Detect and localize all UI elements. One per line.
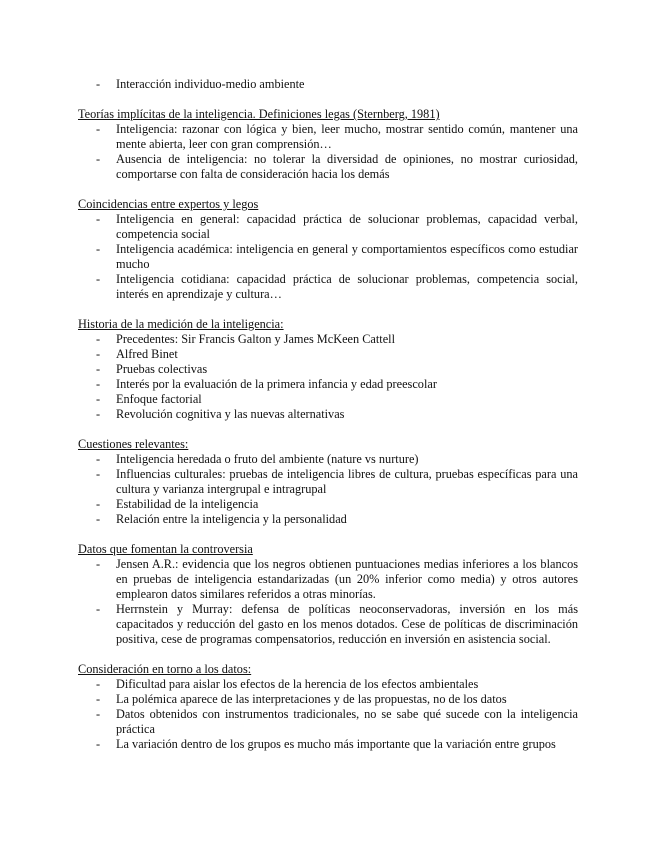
list-item-text: Enfoque factorial	[116, 392, 202, 406]
list-item-text: Influencias culturales: pruebas de inteligencia libres de cultura, pruebas específicas para una cultura y varianza intergrupal e intragrupal	[116, 467, 578, 496]
list-item-text: Inteligencia heredada o fruto del ambiente (nature vs nurture)	[116, 452, 419, 466]
list-item	[78, 77, 578, 92]
document-body	[78, 77, 578, 767]
section	[78, 107, 578, 182]
section	[78, 437, 578, 527]
bullet-list	[78, 452, 578, 527]
list-item	[78, 512, 578, 527]
list-item	[78, 152, 578, 182]
list-item-text: Inteligencia cotidiana: capacidad práctica de solucionar problemas, competencia social, interés en aprendizaje y cultura…	[116, 272, 578, 301]
list-item-text: Inteligencia académica: inteligencia en general y comportamientos específicos como estudiar mucho	[116, 242, 578, 271]
list-item-text: Estabilidad de la inteligencia	[116, 497, 259, 511]
list-item	[78, 362, 578, 377]
list-item	[78, 707, 578, 737]
list-item	[78, 467, 578, 497]
list-item-text: Relación entre la inteligencia y la personalidad	[116, 512, 347, 526]
list-item	[78, 452, 578, 467]
list-item	[78, 392, 578, 407]
list-item	[78, 557, 578, 602]
dash-bullet-icon: -	[96, 707, 101, 721]
list-item-text: Precedentes: Sir Francis Galton y James McKeen Cattell	[116, 332, 395, 346]
dash-bullet-icon: -	[96, 347, 101, 361]
list-item-text: Pruebas colectivas	[116, 362, 208, 376]
list-item	[78, 332, 578, 347]
dash-bullet-icon: -	[96, 557, 101, 571]
dash-bullet-icon: -	[96, 407, 101, 421]
dash-bullet-icon: -	[96, 467, 101, 481]
dash-bullet-icon: -	[96, 452, 101, 466]
dash-bullet-icon: -	[96, 152, 101, 166]
list-item-text: Herrnstein y Murray: defensa de políticas neoconservadoras, inversión en los más capacitados y reducción del gasto en los menos dotados. Cese de políticas de discriminación positiva, cese de programas compensatorios, reducción en inversión en asistencia social.	[116, 602, 578, 646]
section	[78, 542, 578, 647]
list-item-text: Ausencia de inteligencia: no tolerar la diversidad de opiniones, no mostrar curiosidad, comportarse con falta de consideración hacia los demás	[116, 152, 578, 181]
list-item	[78, 212, 578, 242]
dash-bullet-icon: -	[96, 692, 101, 706]
list-item	[78, 677, 578, 692]
section-heading: Teorías implícitas de la inteligencia. Definiciones legas (Sternberg, 1981)	[78, 107, 440, 121]
list-item-text: Interés por la evaluación de la primera infancia y edad preescolar	[116, 377, 437, 391]
list-item-text: Revolución cognitiva y las nuevas alternativas	[116, 407, 345, 421]
dash-bullet-icon: -	[96, 737, 101, 751]
dash-bullet-icon: -	[96, 212, 101, 226]
section-heading: Consideración en torno a los datos:	[78, 662, 252, 676]
list-item-text: Jensen A.R.: evidencia que los negros obtienen puntuaciones medias inferiores a los blancos en pruebas de inteligencia estandarizadas (un 20% inferior como media) y otros autores emplearon datos similares referidos a otras minorías.	[116, 557, 578, 601]
dash-bullet-icon: -	[96, 392, 101, 406]
section-heading: Historia de la medición de la inteligencia:	[78, 317, 284, 331]
section	[78, 77, 578, 92]
section	[78, 317, 578, 422]
list-item-text: La variación dentro de los grupos es mucho más importante que la variación entre grupos	[116, 737, 556, 751]
dash-bullet-icon: -	[96, 362, 101, 376]
bullet-list	[78, 677, 578, 752]
list-item	[78, 602, 578, 647]
list-item-text: Inteligencia: razonar con lógica y bien, leer mucho, mostrar sentido común, mantener una mente abierta, leer con gran comprensión…	[116, 122, 578, 151]
list-item	[78, 272, 578, 302]
dash-bullet-icon: -	[96, 242, 101, 256]
bullet-list	[78, 557, 578, 647]
section-heading: Datos que fomentan la controversia	[78, 542, 253, 556]
dash-bullet-icon: -	[96, 377, 101, 391]
list-item	[78, 407, 578, 422]
section	[78, 662, 578, 752]
dash-bullet-icon: -	[96, 122, 101, 136]
dash-bullet-icon: -	[96, 512, 101, 526]
dash-bullet-icon: -	[96, 77, 101, 91]
list-item-text: Alfred Binet	[116, 347, 178, 361]
list-item-text: Dificultad para aislar los efectos de la herencia de los efectos ambientales	[116, 677, 479, 691]
list-item	[78, 242, 578, 272]
list-item	[78, 497, 578, 512]
bullet-list	[78, 77, 578, 92]
dash-bullet-icon: -	[96, 497, 101, 511]
list-item	[78, 122, 578, 152]
list-item	[78, 737, 578, 752]
bullet-list	[78, 122, 578, 182]
section-heading: Coincidencias entre expertos y legos	[78, 197, 259, 211]
dash-bullet-icon: -	[96, 272, 101, 286]
dash-bullet-icon: -	[96, 332, 101, 346]
bullet-list	[78, 212, 578, 302]
dash-bullet-icon: -	[96, 602, 101, 616]
dash-bullet-icon: -	[96, 677, 101, 691]
section-heading: Cuestiones relevantes:	[78, 437, 189, 451]
list-item	[78, 347, 578, 362]
bullet-list	[78, 332, 578, 422]
list-item-text: Datos obtenidos con instrumentos tradicionales, no se sabe qué sucede con la inteligencia práctica	[116, 707, 578, 736]
list-item-text: Interacción individuo-medio ambiente	[116, 77, 305, 91]
list-item	[78, 377, 578, 392]
section	[78, 197, 578, 302]
list-item-text: La polémica aparece de las interpretaciones y de las propuestas, no de los datos	[116, 692, 507, 706]
list-item-text: Inteligencia en general: capacidad práctica de solucionar problemas, capacidad verbal, competencia social	[116, 212, 578, 241]
list-item	[78, 692, 578, 707]
